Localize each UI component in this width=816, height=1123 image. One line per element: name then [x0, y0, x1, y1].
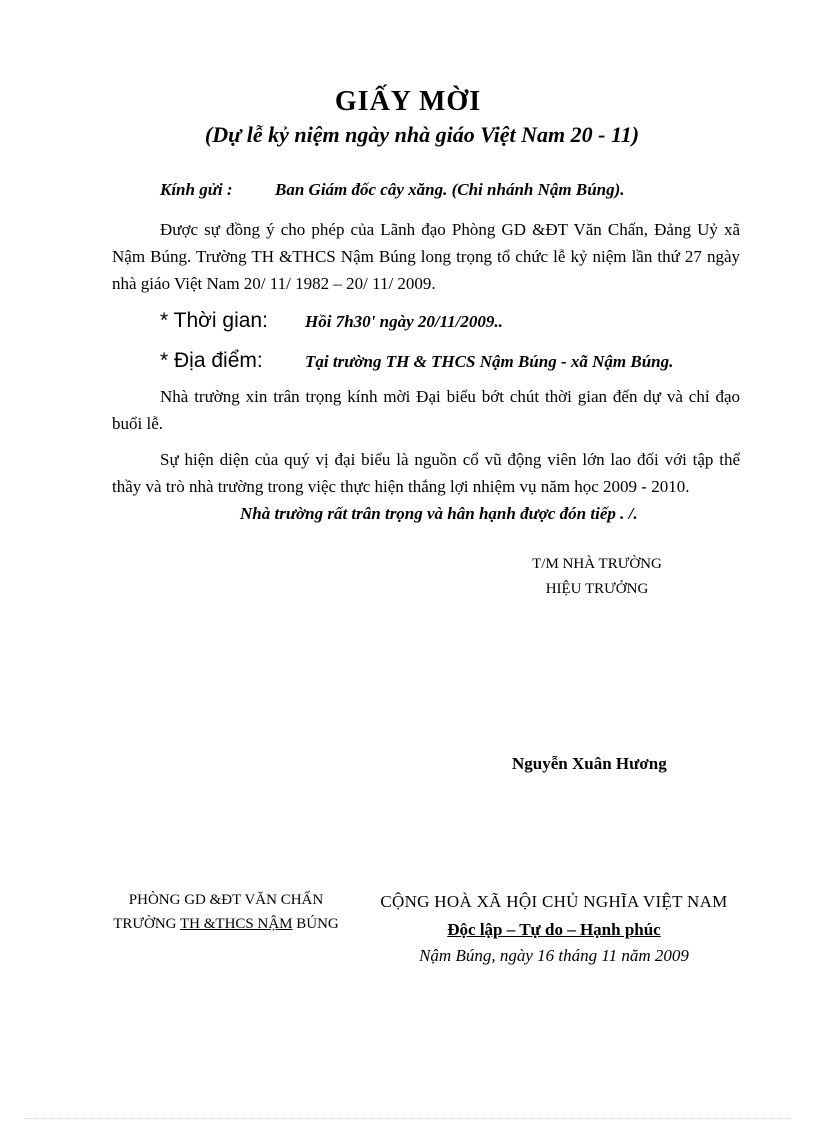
- issuing-school-prefix: TRƯỜNG: [113, 916, 180, 932]
- issuing-school-underlined: TH &THCS NẬM: [180, 916, 293, 932]
- recipient-value: Ban Giám đốc cây xăng. (Chi nhánh Nậm Búng).: [275, 180, 625, 199]
- recipient-label: Kính gửi :: [160, 180, 233, 199]
- signer-name: Nguyễn Xuân Hương: [512, 754, 667, 773]
- body-paragraph-encouragement: Sự hiện diện của quý vị đại biểu là nguồn cổ vũ động viên lớn lao đối với tập thể thầy và trò nhà trường trong việc thực hiện thắng lợi nhiệm vụ năm học 2009 - 2010.: [112, 450, 740, 496]
- time-label: * Thời gian:: [160, 309, 268, 332]
- national-motto: Độc lập – Tự do – Hạnh phúc: [447, 920, 661, 939]
- body-paragraph-permission: Được sự đồng ý cho phép của Lãnh đạo Phòng GD &ĐT Văn Chấn, Đảng Uỷ xã Nậm Búng. Trường TH &THCS Nậm Búng long trọng tổ chức lễ kỷ niệm lần thứ 27 ngày nhà giáo Việt Nam 20/ 11/ 1982 – 20/ 11/ 2009.: [112, 220, 740, 293]
- document-title: GIẤY MỜI: [334, 86, 482, 117]
- page-bottom-edge: [24, 1118, 792, 1119]
- signature-role: HIỆU TRƯỞNG: [545, 581, 649, 597]
- issuing-school-suffix: BÚNG: [292, 916, 339, 932]
- issuing-school: [104, 916, 348, 933]
- issuing-department: PHÒNG GD &ĐT VĂN CHẤN: [128, 892, 324, 908]
- place-value: Tại trường TH & THCS Nậm Búng - xã Nậm Búng.: [305, 352, 674, 371]
- closing-line: Nhà trường rất trân trọng và hân hạnh được đón tiếp . /.: [240, 504, 638, 523]
- national-name: CỘNG HOÀ XÃ HỘI CHỦ NGHĨA VIỆT NAM: [380, 892, 728, 911]
- body-paragraph-invitation: Nhà trường xin trân trọng kính mời Đại biểu bớt chút thời gian đến dự và chỉ đạo buổi lễ.: [112, 387, 740, 433]
- signature-title: T/M NHÀ TRƯỜNG: [532, 556, 662, 572]
- time-value: Hồi 7h30' ngày 20/11/2009..: [305, 312, 503, 331]
- document-subtitle: (Dự lễ kỷ niệm ngày nhà giáo Việt Nam 20 - 11): [204, 122, 640, 147]
- place-and-date: Nậm Búng, ngày 16 tháng 11 năm 2009: [419, 946, 689, 965]
- place-label: * Địa điểm:: [160, 349, 263, 372]
